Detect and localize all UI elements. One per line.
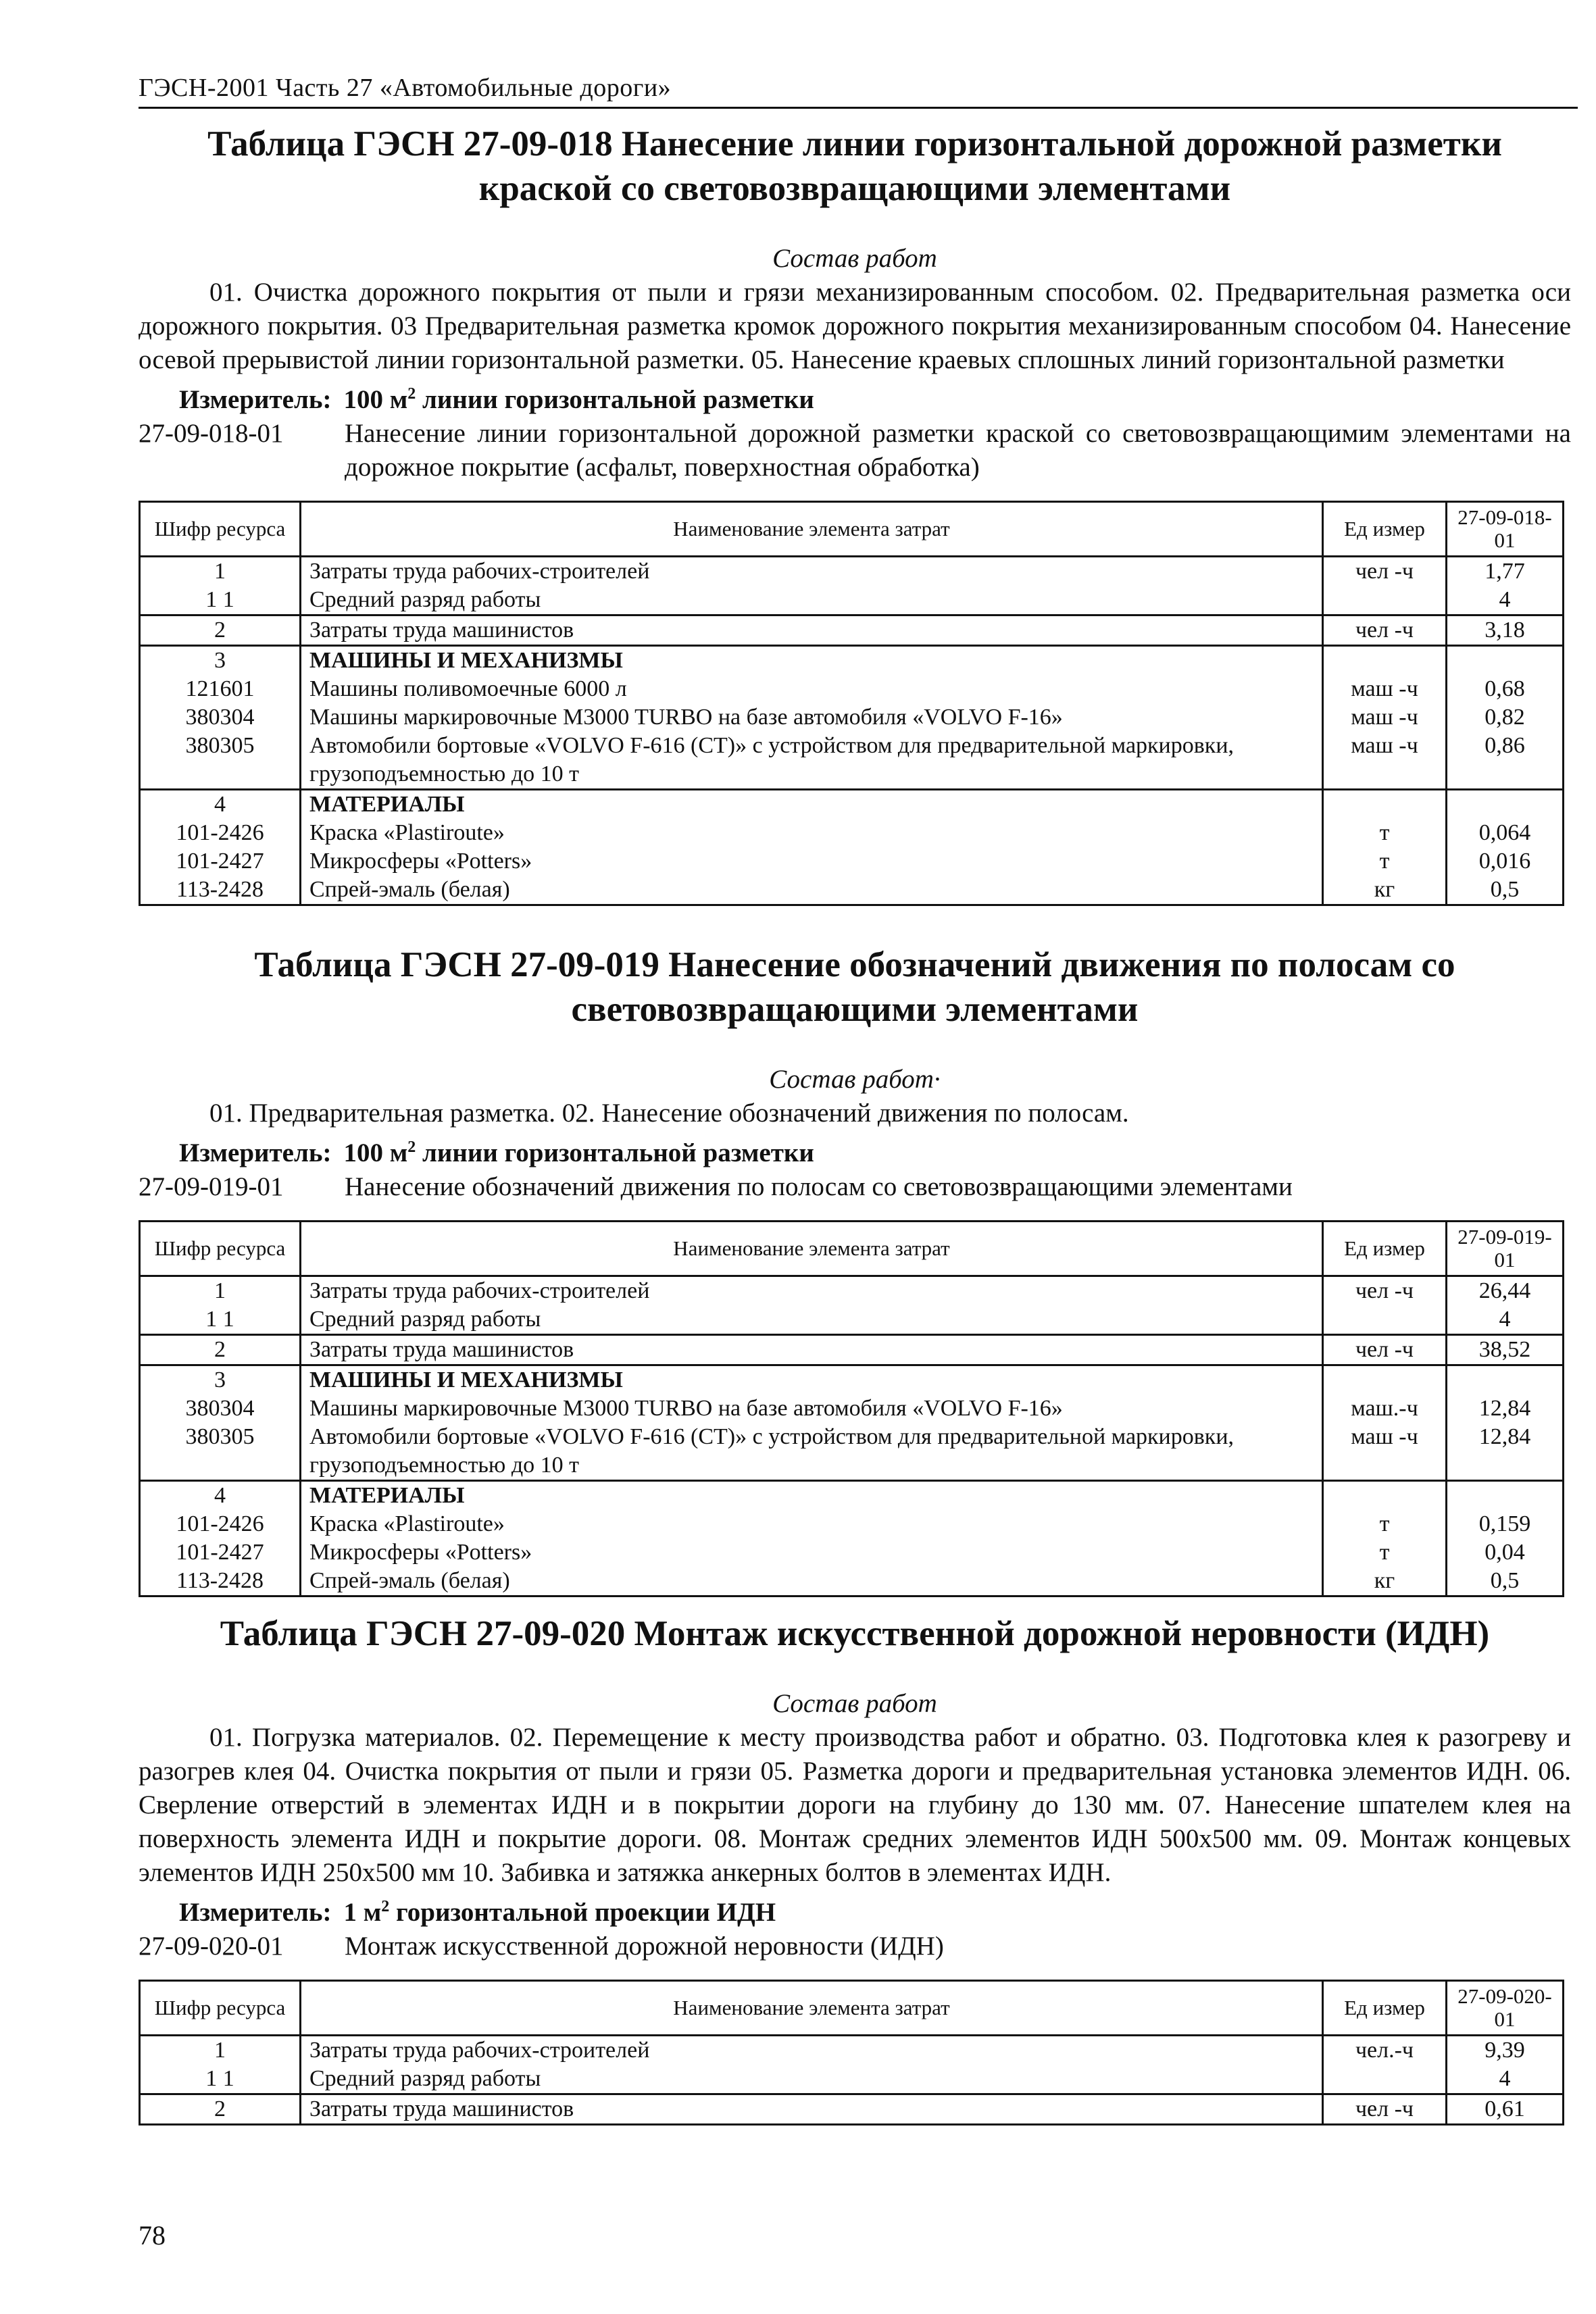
cell-value: 0,5 (1447, 1567, 1564, 1596)
cell-value: 3,18 (1447, 615, 1564, 646)
cell-cost-name: Спрей-эмаль (белая) (301, 876, 1323, 905)
resource-table (139, 501, 1564, 906)
cell-value: 38,52 (1447, 1335, 1564, 1365)
measure-line (179, 1890, 1571, 1930)
norm-section (139, 942, 1571, 1597)
norm-code: 27-09-020-01 (139, 1932, 284, 1961)
cell-resource-code: 101-2426 (140, 819, 301, 847)
cell-unit: маш.-ч (1323, 1394, 1447, 1423)
cell-value: 0,064 (1447, 819, 1564, 847)
measure-line (179, 1130, 1571, 1170)
measure-label: Измеритель: (179, 1138, 332, 1167)
cell-resource-code: 113-2428 (140, 876, 301, 905)
cell-unit (1323, 790, 1447, 820)
cell-cost-name: Средний разряд работы (301, 586, 1323, 615)
header-code: Шифр ресурса (140, 502, 301, 557)
cell-cost-name: Машины поливомоечные 6000 л (301, 675, 1323, 703)
cell-value: 0,016 (1447, 847, 1564, 876)
norm-name: Нанесение линии горизонтальной дорожной разметки краской со световозвращающимим элементами на дорожное покрытие (асфальт, поверхностная обработка) (345, 419, 1571, 482)
table-row (140, 1538, 1564, 1567)
table-row (140, 2065, 1564, 2094)
cell-cost-name: Спрей-эмаль (белая) (301, 1567, 1323, 1596)
cell-unit: маш -ч (1323, 703, 1447, 732)
cell-cost-name: Краска «Plastiroute» (301, 819, 1323, 847)
cell-value (1447, 646, 1564, 676)
cell-unit: маш -ч (1323, 732, 1447, 790)
cell-cost-name: МАШИНЫ И МЕХАНИЗМЫ (301, 1365, 1323, 1395)
table-row (140, 557, 1564, 586)
table-row (140, 1365, 1564, 1395)
cell-resource-code: 113-2428 (140, 1567, 301, 1596)
table-row (140, 703, 1564, 732)
table-row (140, 790, 1564, 820)
cell-unit: т (1323, 1510, 1447, 1538)
cell-value: 4 (1447, 586, 1564, 615)
cell-unit: т (1323, 847, 1447, 876)
measure-superscript: 2 (407, 1138, 416, 1156)
cell-cost-name: Автомобили бортовые «VOLVO F-616 (CT)» с устройством для предварительной маркировки, грузоподъемностью до 10 т (301, 1423, 1323, 1481)
cell-unit: чел -ч (1323, 2094, 1447, 2125)
measure-value: 100 м (343, 385, 408, 414)
cell-cost-name: МАТЕРИАЛЫ (301, 1481, 1323, 1511)
measure-value: 1 м (343, 1898, 382, 1927)
cell-unit (1323, 646, 1447, 676)
measure-rest: линии горизонтальной разметки (416, 385, 814, 414)
table-row (140, 847, 1564, 876)
cell-unit: кг (1323, 1567, 1447, 1596)
header-name: Наименование элемента затрат (301, 502, 1323, 557)
cell-value: 9,39 (1447, 2036, 1564, 2065)
cell-value: 4 (1447, 1305, 1564, 1335)
table-row (140, 732, 1564, 790)
cell-value: 0,5 (1447, 876, 1564, 905)
table-row (140, 1335, 1564, 1365)
cell-cost-name: Микросферы «Potters» (301, 1538, 1323, 1567)
norm-name: Нанесение обозначений движения по полосам со световозвращающими элементами (345, 1172, 1293, 1201)
cell-resource-code: 101-2426 (140, 1510, 301, 1538)
cell-unit (1323, 1481, 1447, 1511)
table-row (140, 675, 1564, 703)
work-composition-label: Состав работ· (769, 1065, 941, 1094)
measure-rest: горизонтальной проекции ИДН (389, 1898, 776, 1927)
cell-cost-name: МАТЕРИАЛЫ (301, 790, 1323, 820)
cell-unit: кг (1323, 876, 1447, 905)
table-row (140, 1510, 1564, 1538)
running-header: ГЭСН-2001 Часть 27 «Автомобильные дороги» (139, 73, 1578, 109)
cell-resource-code: 121601 (140, 675, 301, 703)
cell-value: 1,77 (1447, 557, 1564, 586)
section-title: Таблица ГЭСН 27-09-020 Монтаж искусственной дорожной неровности (ИДН) (220, 1614, 1490, 1653)
norm-section (139, 122, 1571, 906)
cell-unit: чел -ч (1323, 1276, 1447, 1306)
work-composition-text: 01. Очистка дорожного покрытия от пыли и грязи механизированным способом. 02. Предварительная разметка оси дорожного покрытия. 03 Предварительная разметка кромок дорожного покрытия механизированным способом 04. Нанесение осевой прерывистой линии горизонтальной разметки. 05. Нанесение краевых сплошных линий горизонтальной разметки (139, 278, 1571, 374)
table-row (140, 615, 1564, 646)
cell-unit: чел -ч (1323, 1335, 1447, 1365)
table-row (140, 1567, 1564, 1596)
header-unit: Ед измер (1323, 1222, 1447, 1276)
cell-resource-code: 101-2427 (140, 847, 301, 876)
norm-name: Монтаж искусственной дорожной неровности (ИДН) (345, 1932, 944, 1961)
cell-value: 0,61 (1447, 2094, 1564, 2125)
measure-label: Измеритель: (179, 1898, 332, 1927)
cell-cost-name: Затраты труда рабочих-строителей (301, 557, 1323, 586)
cell-resource-code: 2 (140, 1335, 301, 1365)
cell-cost-name: Затраты труда рабочих-строителей (301, 1276, 1323, 1306)
cell-unit (1323, 1365, 1447, 1395)
cell-resource-code: 380304 (140, 703, 301, 732)
cell-value (1447, 1481, 1564, 1511)
cell-unit: маш -ч (1323, 1423, 1447, 1481)
cell-resource-code: 1 (140, 1276, 301, 1306)
cell-resource-code: 1 1 (140, 1305, 301, 1335)
norm-section (139, 1611, 1571, 2126)
table-row (140, 1305, 1564, 1335)
cell-value: 0,82 (1447, 703, 1564, 732)
cell-value: 0,68 (1447, 675, 1564, 703)
table-row (140, 876, 1564, 905)
cell-value (1447, 1365, 1564, 1395)
header-norm-code: 27-09-020-01 (1447, 1981, 1564, 2036)
norm-line (139, 1930, 1571, 1963)
table-row (140, 586, 1564, 615)
measure-rest: линии горизонтальной разметки (416, 1138, 814, 1167)
norm-code: 27-09-019-01 (139, 1172, 284, 1201)
work-composition-label: Состав работ (772, 1689, 937, 1718)
header-unit: Ед измер (1323, 1981, 1447, 2036)
cell-cost-name: Автомобили бортовые «VOLVO F-616 (CT)» с устройством для предварительной маркировки, грузоподъемностью до 10 т (301, 732, 1323, 790)
cell-cost-name: Затраты труда машинистов (301, 2094, 1323, 2125)
cell-unit: чел -ч (1323, 615, 1447, 646)
cell-resource-code: 380305 (140, 1423, 301, 1481)
cell-resource-code: 2 (140, 615, 301, 646)
cell-cost-name: Машины маркировочные M3000 TURBO на базе автомобиля «VOLVO F-16» (301, 1394, 1323, 1423)
resource-table (139, 1980, 1564, 2126)
cell-value: 4 (1447, 2065, 1564, 2094)
cell-unit: чел -ч (1323, 557, 1447, 586)
cell-resource-code: 380305 (140, 732, 301, 790)
norm-code: 27-09-018-01 (139, 419, 284, 448)
cell-unit: т (1323, 819, 1447, 847)
cell-resource-code: 1 1 (140, 2065, 301, 2094)
cell-unit: чел.-ч (1323, 2036, 1447, 2065)
header-norm-code: 27-09-018-01 (1447, 502, 1564, 557)
table-header-row (140, 1222, 1564, 1276)
cell-cost-name: Средний разряд работы (301, 1305, 1323, 1335)
cell-resource-code: 3 (140, 646, 301, 676)
work-composition-label: Состав работ (772, 244, 937, 273)
cell-resource-code: 4 (140, 1481, 301, 1511)
cell-resource-code: 380304 (140, 1394, 301, 1423)
table-header-row (140, 502, 1564, 557)
table-row (140, 1394, 1564, 1423)
cell-resource-code: 1 (140, 2036, 301, 2065)
cell-cost-name: Микросферы «Potters» (301, 847, 1323, 876)
cell-cost-name: Затраты труда машинистов (301, 615, 1323, 646)
table-row (140, 2036, 1564, 2065)
cell-value: 12,84 (1447, 1394, 1564, 1423)
cell-unit (1323, 2065, 1447, 2094)
cell-resource-code: 1 (140, 557, 301, 586)
measure-superscript: 2 (381, 1898, 390, 1915)
section-title: Таблица ГЭСН 27-09-018 Нанесение линии горизонтальной дорожной разметки краской со световозвращающими элементами (207, 124, 1502, 208)
cell-cost-name: МАШИНЫ И МЕХАНИЗМЫ (301, 646, 1323, 676)
page-number: 78 (139, 2220, 166, 2250)
cell-resource-code: 101-2427 (140, 1538, 301, 1567)
work-composition-text: 01. Предварительная разметка. 02. Нанесение обозначений движения по полосам. (209, 1099, 1129, 1128)
cell-cost-name: Машины маркировочные M3000 TURBO на базе автомобиля «VOLVO F-16» (301, 703, 1323, 732)
header-unit: Ед измер (1323, 502, 1447, 557)
cell-value: 26,44 (1447, 1276, 1564, 1306)
work-composition-text: 01. Погрузка материалов. 02. Перемещение к месту производства работ и обратно. 03. Подготовка клея к разогреву и разогрев клея 04. Очистка покрытия от пыли и грязи 05. Разметка дороги и предварительная установка элементов ИДН. 06. Сверление отверстий в элементах ИДН и в покрытии дороги на глубину до 130 мм. 07. Нанесение шпателем клея на поверхность элемента ИДН и покрытие дороги. 08. Монтаж средних элементов ИДН 500х500 мм. 09. Монтаж концевых элементов ИДН 250х500 мм 10. Забивка и затяжка анкерных болтов в элементах ИДН. (139, 1723, 1571, 1887)
table-row (140, 1276, 1564, 1306)
table-row (140, 646, 1564, 676)
cell-value (1447, 790, 1564, 820)
cell-resource-code: 4 (140, 790, 301, 820)
cell-value: 0,86 (1447, 732, 1564, 790)
table-row (140, 1481, 1564, 1511)
cell-cost-name: Краска «Plastiroute» (301, 1510, 1323, 1538)
cell-cost-name: Затраты труда машинистов (301, 1335, 1323, 1365)
header-name: Наименование элемента затрат (301, 1981, 1323, 2036)
norm-line (139, 417, 1571, 484)
table-row (140, 819, 1564, 847)
cell-unit: т (1323, 1538, 1447, 1567)
measure-label: Измеритель: (179, 385, 332, 414)
header-name: Наименование элемента затрат (301, 1222, 1323, 1276)
header-norm-code: 27-09-019-01 (1447, 1222, 1564, 1276)
measure-line (179, 377, 1571, 417)
cell-resource-code: 3 (140, 1365, 301, 1395)
table-row (140, 2094, 1564, 2125)
section-title: Таблица ГЭСН 27-09-019 Нанесение обозначений движения по полосам со световозвращающими элементами (254, 945, 1455, 1029)
norm-line (139, 1170, 1571, 1204)
cell-value: 0,159 (1447, 1510, 1564, 1538)
cell-unit (1323, 1305, 1447, 1335)
cell-value: 12,84 (1447, 1423, 1564, 1481)
cell-unit: маш -ч (1323, 675, 1447, 703)
cell-unit (1323, 586, 1447, 615)
measure-value: 100 м (343, 1138, 408, 1167)
resource-table (139, 1220, 1564, 1597)
header-code: Шифр ресурса (140, 1981, 301, 2036)
cell-cost-name: Затраты труда рабочих-строителей (301, 2036, 1323, 2065)
cell-resource-code: 2 (140, 2094, 301, 2125)
header-code: Шифр ресурса (140, 1222, 301, 1276)
table-header-row (140, 1981, 1564, 2036)
measure-superscript: 2 (407, 385, 416, 403)
cell-resource-code: 1 1 (140, 586, 301, 615)
table-row (140, 1423, 1564, 1481)
cell-value: 0,04 (1447, 1538, 1564, 1567)
cell-cost-name: Средний разряд работы (301, 2065, 1323, 2094)
